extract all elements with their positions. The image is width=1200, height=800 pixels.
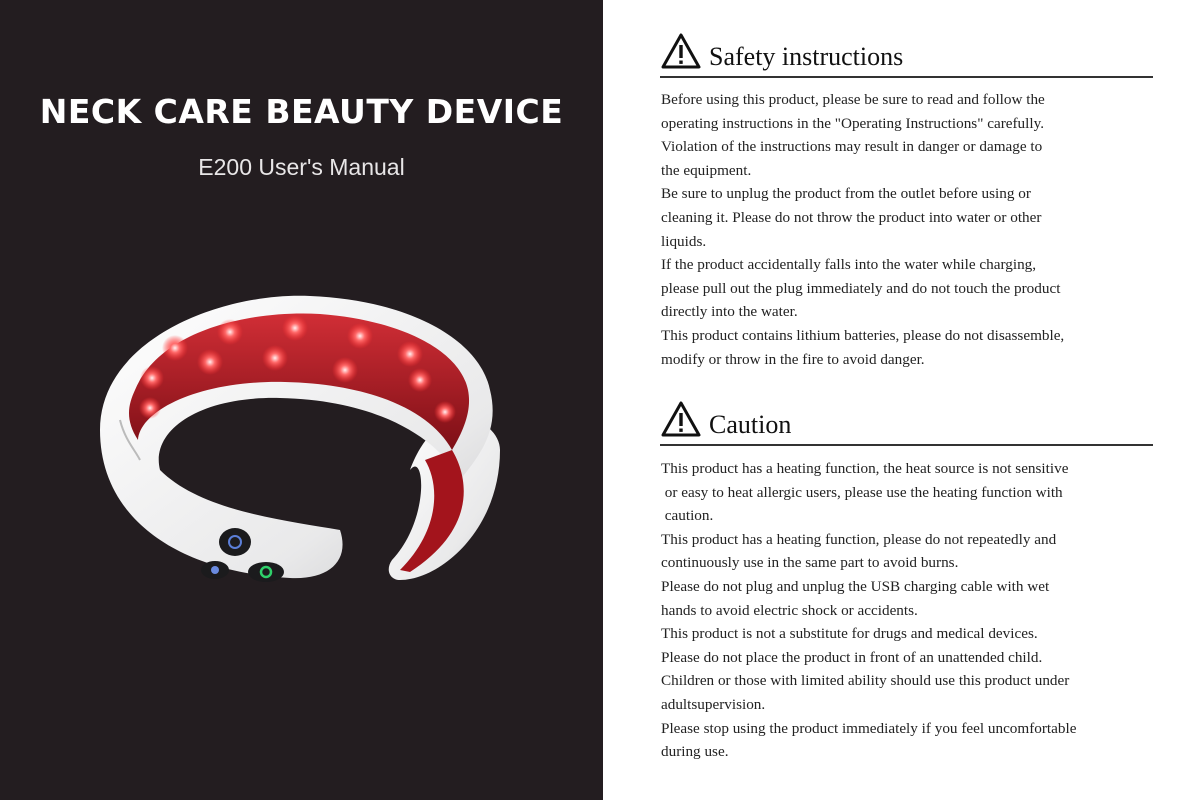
- text-line: This product is not a substitute for drugs and medical devices.: [661, 625, 1038, 643]
- neck-device-illustration: [80, 280, 520, 600]
- text-line: directly into the water.: [661, 303, 798, 321]
- caution-text: [661, 457, 1171, 764]
- text-line: or easy to heat allergic users, please use the heating function with: [661, 483, 1063, 501]
- text-line: during use.: [661, 743, 729, 761]
- warning-triangle-icon: [660, 32, 702, 70]
- cover-title: NECK CARE BEAUTY DEVICE: [39, 92, 564, 131]
- text-line: Please stop using the product immediately if you feel uncomfortable: [661, 719, 1077, 737]
- text-line: This product has a heating function, please do not repeatedly and: [661, 530, 1057, 548]
- text-line: liquids.: [661, 232, 707, 250]
- text-line: Be sure to unplug the product from the outlet before using or: [661, 185, 1031, 203]
- instructions-panel: [603, 0, 1200, 800]
- text-line: continuously use in the same part to avoid burns.: [661, 554, 959, 572]
- text-line: This product contains lithium batteries, please do not disassemble,: [661, 326, 1065, 344]
- caution-title: Caution: [709, 410, 792, 439]
- text-line: operating instructions in the "Operating Instructions" carefully.: [661, 114, 1044, 132]
- text-line: Please do not place the product in front of an unattended child.: [661, 648, 1043, 666]
- text-line: Before using this product, please be sure to read and follow the: [661, 91, 1045, 108]
- text-line: Violation of the instructions may result in danger or damage to: [661, 138, 1043, 156]
- caution-header: [660, 400, 1153, 446]
- safety-text: [661, 88, 1171, 371]
- text-line: adultsupervision.: [661, 695, 766, 713]
- text-line: modify or throw in the fire to avoid danger.: [661, 350, 925, 368]
- text-line: Please do not plug and unplug the USB charging cable with wet: [661, 577, 1050, 595]
- text-line: This product has a heating function, the heat source is not sensitive: [661, 460, 1069, 477]
- text-line: caution.: [661, 507, 714, 525]
- text-line: the equipment.: [661, 161, 752, 179]
- text-line: hands to avoid electric shock or accidents.: [661, 601, 918, 619]
- cover-subtitle: E200 User's Manual: [198, 154, 405, 180]
- text-line: cleaning it. Please do not throw the product into water or other: [661, 208, 1042, 226]
- safety-title: Safety instructions: [709, 42, 904, 71]
- text-line: If the product accidentally falls into the water while charging,: [661, 256, 1037, 274]
- text-line: please pull out the plug immediately and do not touch the product: [661, 279, 1061, 297]
- warning-triangle-icon: [660, 400, 702, 438]
- safety-header: [660, 32, 1153, 78]
- text-line: Children or those with limited ability should use this product under: [661, 672, 1070, 690]
